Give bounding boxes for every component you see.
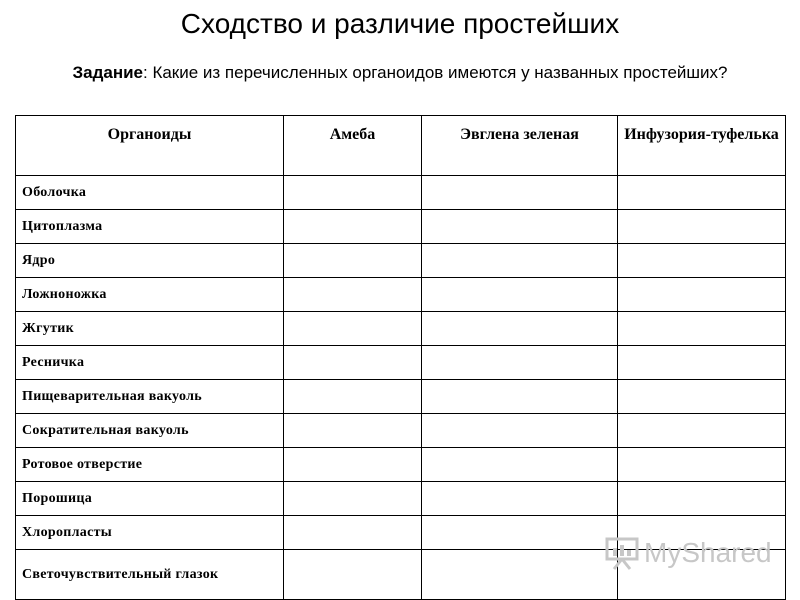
euglena-cell[interactable] [422,482,618,516]
organoids-table [15,115,786,600]
organoid-name: Ресничка [16,346,284,380]
table-row [16,414,786,448]
table-row [16,346,786,380]
header-infusoria: Инфузория-туфелька [618,116,786,176]
organoid-name: Хлоропласты [16,516,284,550]
header-row [16,116,786,176]
euglena-cell[interactable] [422,516,618,550]
euglena-cell[interactable] [422,550,618,600]
table-row [16,448,786,482]
infusoria-cell[interactable] [618,550,786,600]
euglena-cell[interactable] [422,176,618,210]
ameba-cell[interactable] [284,482,422,516]
euglena-cell[interactable] [422,448,618,482]
organoid-name: Оболочка [16,176,284,210]
ameba-cell[interactable] [284,414,422,448]
ameba-cell[interactable] [284,550,422,600]
infusoria-cell[interactable] [618,176,786,210]
organoid-name: Цитоплазма [16,210,284,244]
table-row [16,278,786,312]
table-row [16,516,786,550]
ameba-cell[interactable] [284,380,422,414]
ameba-cell[interactable] [284,346,422,380]
organoid-name: Ротовое отверстие [16,448,284,482]
infusoria-cell[interactable] [618,346,786,380]
table-body [16,176,786,600]
infusoria-cell[interactable] [618,516,786,550]
ameba-cell[interactable] [284,312,422,346]
header-euglena: Эвглена зеленая [422,116,618,176]
infusoria-cell[interactable] [618,414,786,448]
euglena-cell[interactable] [422,312,618,346]
euglena-cell[interactable] [422,380,618,414]
infusoria-cell[interactable] [618,448,786,482]
organoid-name: Жгутик [16,312,284,346]
table-row [16,210,786,244]
table-row [16,550,786,600]
euglena-cell[interactable] [422,346,618,380]
organoid-name: Ложноножка [16,278,284,312]
table-row [16,244,786,278]
ameba-cell[interactable] [284,278,422,312]
header-ameba: Амеба [284,116,422,176]
ameba-cell[interactable] [284,244,422,278]
table-row [16,482,786,516]
task-text [40,60,760,85]
infusoria-cell[interactable] [618,312,786,346]
organoid-name: Порошица [16,482,284,516]
organoid-name: Светочувствительный глазок [16,550,284,600]
infusoria-cell[interactable] [618,482,786,516]
ameba-cell[interactable] [284,176,422,210]
header-organoids: Органоиды [16,116,284,176]
organoid-name: Пищеварительная вакуоль [16,380,284,414]
table-row [16,312,786,346]
table-row [16,176,786,210]
ameba-cell[interactable] [284,210,422,244]
slide-title: Сходство и различие простейших [180,8,620,39]
table-row [16,380,786,414]
organoid-name: Ядро [16,244,284,278]
organoid-name: Сократительная вакуоль [16,414,284,448]
ameba-cell[interactable] [284,448,422,482]
infusoria-cell[interactable] [618,278,786,312]
task-label: Задание [72,63,143,82]
euglena-cell[interactable] [422,278,618,312]
watermark-text: MyShared [644,537,772,568]
euglena-cell[interactable] [422,414,618,448]
ameba-cell[interactable] [284,516,422,550]
euglena-cell[interactable] [422,210,618,244]
euglena-cell[interactable] [422,244,618,278]
task-question: : Какие из перечисленных органоидов имеются у названных простейших? [143,63,728,82]
infusoria-cell[interactable] [618,380,786,414]
infusoria-cell[interactable] [618,244,786,278]
infusoria-cell[interactable] [618,210,786,244]
